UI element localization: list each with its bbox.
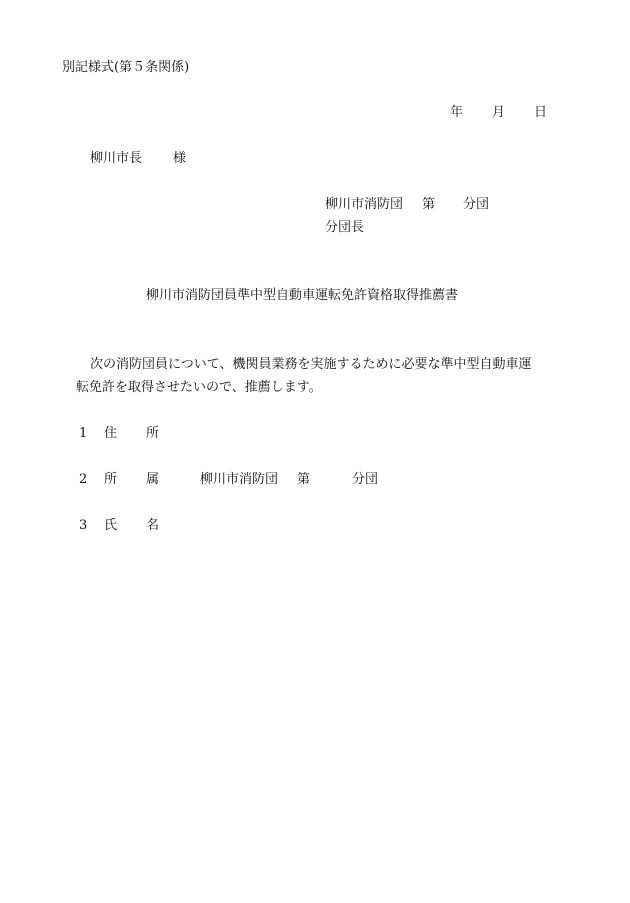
date-day-label: 日 xyxy=(534,105,548,120)
addressee-honorific: 様 xyxy=(173,151,187,166)
date-month-label: 月 xyxy=(492,105,506,120)
body-line-1: 次の消防団員について、機関員業務を実施するために必要な準中型自動車運 xyxy=(90,357,532,372)
item-label-b: 属 xyxy=(146,472,160,487)
document-title: 柳川市消防団員準中型自動車運転免許資格取得推薦書 xyxy=(146,288,459,303)
sender-bundan: 分団 xyxy=(463,197,490,212)
item-affiliation-bundan: 分団 xyxy=(352,472,379,487)
sender-org: 柳川市消防団 xyxy=(325,197,404,212)
item-label-b: 名 xyxy=(146,518,160,533)
addressee-name: 柳川市長 xyxy=(90,151,143,166)
form-label: 別記様式(第５条関係) xyxy=(62,60,190,75)
item-affiliation-dai: 第 xyxy=(297,472,311,487)
item-number: 1 xyxy=(79,426,88,441)
item-number: 3 xyxy=(79,518,88,533)
item-label-a: 氏 xyxy=(104,518,118,533)
body-line-2: 転免許を取得させたいので、推薦します。 xyxy=(76,380,322,395)
item-number: 2 xyxy=(79,472,88,487)
item-label-b: 所 xyxy=(146,426,160,441)
sender-title: 分団長 xyxy=(325,220,365,235)
sender-dai: 第 xyxy=(422,197,436,212)
item-label-a: 所 xyxy=(104,472,118,487)
item-label-a: 住 xyxy=(104,426,118,441)
date-year-label: 年 xyxy=(450,105,464,120)
item-affiliation-org: 柳川市消防団 xyxy=(200,472,279,487)
